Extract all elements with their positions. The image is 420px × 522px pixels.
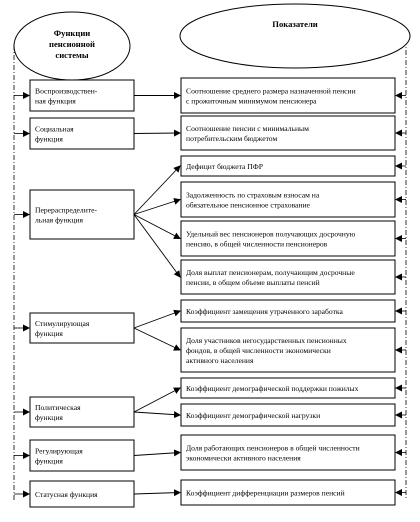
indicator-box-i10-text: Коэффициент демографической нагрузки <box>186 410 321 420</box>
function-box-f6 <box>30 440 134 471</box>
function-box-f3-text: льная функция <box>35 215 83 225</box>
link-arrow-f4-i7 <box>134 311 180 328</box>
indicator-box-i11-text: экономически активного населения <box>186 453 301 463</box>
function-box-f1-text: Воспроизводствен- <box>35 86 98 96</box>
function-box-f3 <box>30 190 134 239</box>
indicator-box-i8-text: фондов, в общей численности экономически <box>186 345 331 355</box>
functions-header-label: системы <box>55 50 89 60</box>
indicator-box-i6 <box>181 260 395 294</box>
function-box-f2 <box>30 118 134 149</box>
indicator-box-i2 <box>181 116 395 150</box>
function-box-f7-text: Статусная функция <box>35 489 98 499</box>
function-box-f5-text: Политическая <box>35 402 81 412</box>
indicator-box-i1-text: с прожиточным минимумом пенсионера <box>186 96 317 106</box>
function-box-f3-text: Перераспределите- <box>35 205 97 215</box>
indicator-box-i9-text: Коэффициент демографической поддержки пожилых <box>186 383 359 393</box>
function-box-f1-text: ная функция <box>35 96 76 106</box>
link-arrow-f4-i8 <box>134 328 180 350</box>
indicator-box-i9 <box>181 378 395 398</box>
indicator-box-i3 <box>181 156 395 176</box>
function-box-f4 <box>30 313 134 343</box>
indicator-box-i5-text: Удельный вес пенсионеров получающих досрочную <box>186 229 356 239</box>
indicator-box-i4 <box>181 182 395 217</box>
link-arrow-f5-i10 <box>134 412 180 415</box>
function-box-f4-text: функция <box>35 328 63 338</box>
indicator-box-i6-text: пенсии, в общем объеме выплаты пенсий <box>186 277 320 287</box>
link-arrow-f3-i6 <box>134 215 180 278</box>
indicator-box-i8-text: активного населения <box>186 355 254 365</box>
indicator-box-i7 <box>181 300 395 322</box>
indicator-box-i4-text: обязательное пенсионное страхование <box>186 200 310 210</box>
functions-header <box>14 12 130 80</box>
indicators-header <box>180 4 410 68</box>
link-arrow-f2-i2 <box>134 133 180 134</box>
function-box-f5 <box>30 397 134 427</box>
indicator-box-i4-text: Задолженность по страховым взносам на <box>186 190 320 200</box>
indicator-box-i1-text: Соотношение среднего размера назначенной пенсии <box>186 86 356 96</box>
indicator-box-i2-text: потребительским бюджетом <box>186 133 278 143</box>
link-arrow-f5-i9 <box>134 388 180 412</box>
function-box-f5-text: функция <box>35 412 63 422</box>
link-arrow-f7-i12 <box>134 493 180 495</box>
indicator-box-i5-text: пенсию, в общей численности пенсионеров <box>186 239 328 249</box>
function-box-f6-text: Регулирующая <box>35 446 83 456</box>
function-box-f1 <box>30 80 134 111</box>
indicator-box-i7-text: Коэффициент замещения утраченного заработка <box>186 306 343 316</box>
indicators-header-label: Показатели <box>272 19 318 29</box>
function-box-f2-text: функция <box>35 134 63 144</box>
indicator-box-i2-text: Соотношение пенсии с минимальным <box>186 123 309 133</box>
function-box-f6-text: функция <box>35 456 63 466</box>
indicator-box-i6-text: Доля выплат пенсионерам, получающим досрочные <box>186 267 355 277</box>
indicator-box-i12-text: Коэффициент дифференциации размеров пенсий <box>186 488 345 498</box>
function-box-f4-text: Стимулирующая <box>35 318 90 328</box>
function-box-f7 <box>30 481 134 507</box>
indicator-box-i11-text: Доля работающих пенсионеров в общей численности <box>186 443 360 453</box>
indicator-box-i11 <box>181 435 395 470</box>
indicator-box-i10 <box>181 404 395 426</box>
indicator-box-i8 <box>181 328 395 372</box>
functions-header-label: пенсионной <box>49 39 95 49</box>
indicator-box-i12 <box>181 480 395 505</box>
indicator-box-i8-text: Доля участников негосударственных пенсионных <box>186 335 347 345</box>
link-arrow-f3-i5 <box>134 215 180 239</box>
function-box-f2-text: Социальная <box>35 124 74 134</box>
functions-header-label: Функции <box>53 28 91 38</box>
indicator-box-i5 <box>181 221 395 256</box>
indicator-box-i3-text: Дефицит бюджета ПФР <box>186 161 263 171</box>
link-arrow-f6-i11 <box>134 453 180 456</box>
indicator-box-i1 <box>181 78 395 113</box>
